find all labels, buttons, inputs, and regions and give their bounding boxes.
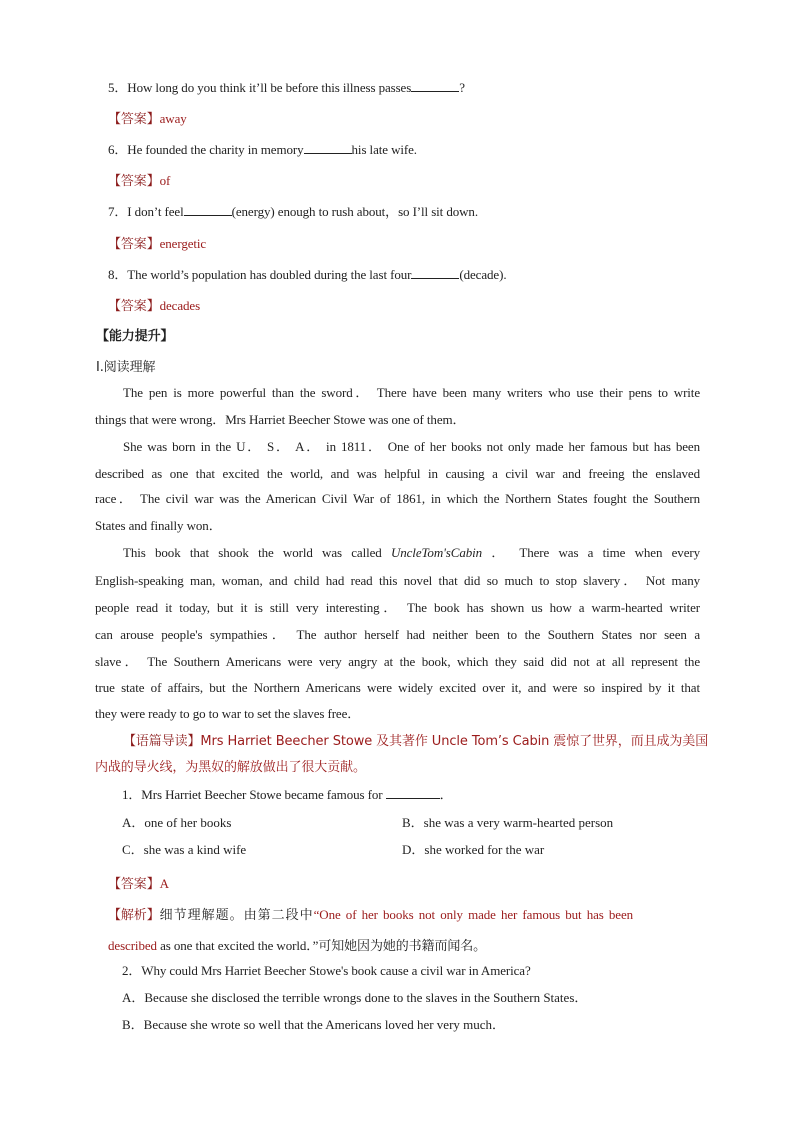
passage-text: This book that shook the world was called xyxy=(123,545,382,560)
explanation-line-1 xyxy=(108,906,700,925)
mc-question-2: 2．Why could Mrs Harriet Beecher Stowe's book cause a civil war in America? xyxy=(122,963,531,978)
answer-blank xyxy=(304,141,352,154)
answer-label: 【答案】 xyxy=(108,299,160,314)
question-7 xyxy=(108,203,478,221)
passage-line: people read it today, but it is still very interesting． The book has shown us how a warm-hearted writer xyxy=(95,600,700,615)
question-8-text: 8．The world’s population has doubled during the last four xyxy=(108,267,412,282)
answer-8 xyxy=(108,297,200,316)
guide-label: 【语篇导读】 xyxy=(123,734,201,749)
answer-value: away xyxy=(159,111,187,126)
passage-line: The pen is more powerful than the sword． There have been many writers who use their pens to write xyxy=(123,385,700,400)
question-8-end: (decade). xyxy=(459,267,507,282)
option-b: B．Because she wrote so well that the Americans loved her very much． xyxy=(122,1017,506,1032)
question-1-stem: 1．Mrs Harriet Beecher Stowe became famous for xyxy=(122,787,383,802)
question-6-end: his late wife. xyxy=(351,142,417,157)
question-6 xyxy=(108,141,417,159)
answer-value: of xyxy=(159,173,171,188)
explanation-text: 细节理解题。由第二段中 xyxy=(159,908,314,923)
subsection-title: Ⅰ.阅读理解 xyxy=(96,360,156,375)
question-7-text: 7．I don’t feel xyxy=(108,204,184,219)
guide-text-continued: 内战的导火线，为黑奴的解放做出了很大贡献。 xyxy=(95,760,366,775)
question-8 xyxy=(108,266,506,284)
section-title: 【能力提升】 xyxy=(96,329,174,344)
question-5-text: 5．How long do you think it’ll be before this illness passes xyxy=(108,80,412,95)
answer-7 xyxy=(108,235,206,254)
passage-line: true state of affairs, but the Northern Americans were widely excited over it, and were so inspired by it that xyxy=(95,680,700,695)
option-d: D．she worked for the war xyxy=(402,842,545,857)
answer-value: decades xyxy=(159,298,201,313)
question-7-end: (energy) enough to rush about，so I’ll sit down. xyxy=(231,204,478,219)
answer-label: 【答案】 xyxy=(108,112,160,127)
explanation-quote: “One of her books not only made her famous but has been xyxy=(313,907,634,922)
explanation-text: 可知她因为她的书籍而闻名。 xyxy=(318,939,487,954)
answer-value: A xyxy=(159,876,169,891)
answer-blank xyxy=(184,203,232,216)
answer-label: 【答案】 xyxy=(108,174,160,189)
passage-line: English-speaking man, woman, and child had read this novel that did so much to stop slavery． Not many xyxy=(95,573,700,588)
passage-line: can arouse people's sympathies． The author herself had neither been to the Southern States nor seen a xyxy=(95,627,700,642)
answer-label: 【答案】 xyxy=(108,237,160,252)
explanation-quote: described xyxy=(108,938,157,953)
passage-line: race． The civil war was the American Civil War of 1861, in which the Northern States fought the Southern xyxy=(95,491,700,506)
passage-line: She was born in the U． S． A． in 1811． One of her books not only made her famous but has been xyxy=(123,439,700,454)
explanation-label: 【解析】 xyxy=(108,908,160,923)
passage-line: described as one that excited the world, and was helpful in causing a civil war and freeing the enslaved xyxy=(95,466,700,481)
passage-line xyxy=(95,544,700,562)
explanation-line-2 xyxy=(108,937,486,956)
answer-blank xyxy=(411,79,459,92)
answer-6 xyxy=(108,172,170,191)
option-a: A．one of her books xyxy=(122,815,232,830)
answer-label: 【答案】 xyxy=(108,877,160,892)
mc-question-1 xyxy=(122,786,453,804)
answer-blank xyxy=(386,786,440,799)
answer-q1 xyxy=(108,875,169,894)
passage-line: they were ready to go to war to set the slaves free． xyxy=(95,706,361,721)
guide-text: Mrs Harriet Beecher Stowe 及其著作 Uncle Tom’s Cabin 震惊了世界，而且成为美国 xyxy=(200,734,709,749)
reading-guide xyxy=(123,732,709,751)
question-5-end: ? xyxy=(459,80,465,95)
book-title: UncleTom'sCabin xyxy=(390,545,483,560)
option-b: B．she was a very warm-hearted person xyxy=(402,815,614,830)
passage-line: things that were wrong．Mrs Harriet Beecher Stowe was one of them． xyxy=(95,412,466,427)
explanation-text: as one that excited the world．” xyxy=(156,938,319,953)
answer-value: energetic xyxy=(159,236,207,251)
answer-5 xyxy=(108,110,187,129)
question-1-end: ． xyxy=(439,787,453,802)
passage-text: ． There was a time when every xyxy=(491,545,701,560)
question-5 xyxy=(108,79,465,97)
option-a: A．Because she disclosed the terrible wrongs done to the slaves in the Southern States． xyxy=(122,990,588,1005)
question-6-text: 6．He founded the charity in memory xyxy=(108,142,304,157)
answer-blank xyxy=(411,266,459,279)
passage-line: slave． The Southern Americans were very angry at the book, which they said did not at all represent the xyxy=(95,654,700,669)
passage-line: States and finally won． xyxy=(95,518,222,533)
option-c: C．she was a kind wife xyxy=(122,842,247,857)
